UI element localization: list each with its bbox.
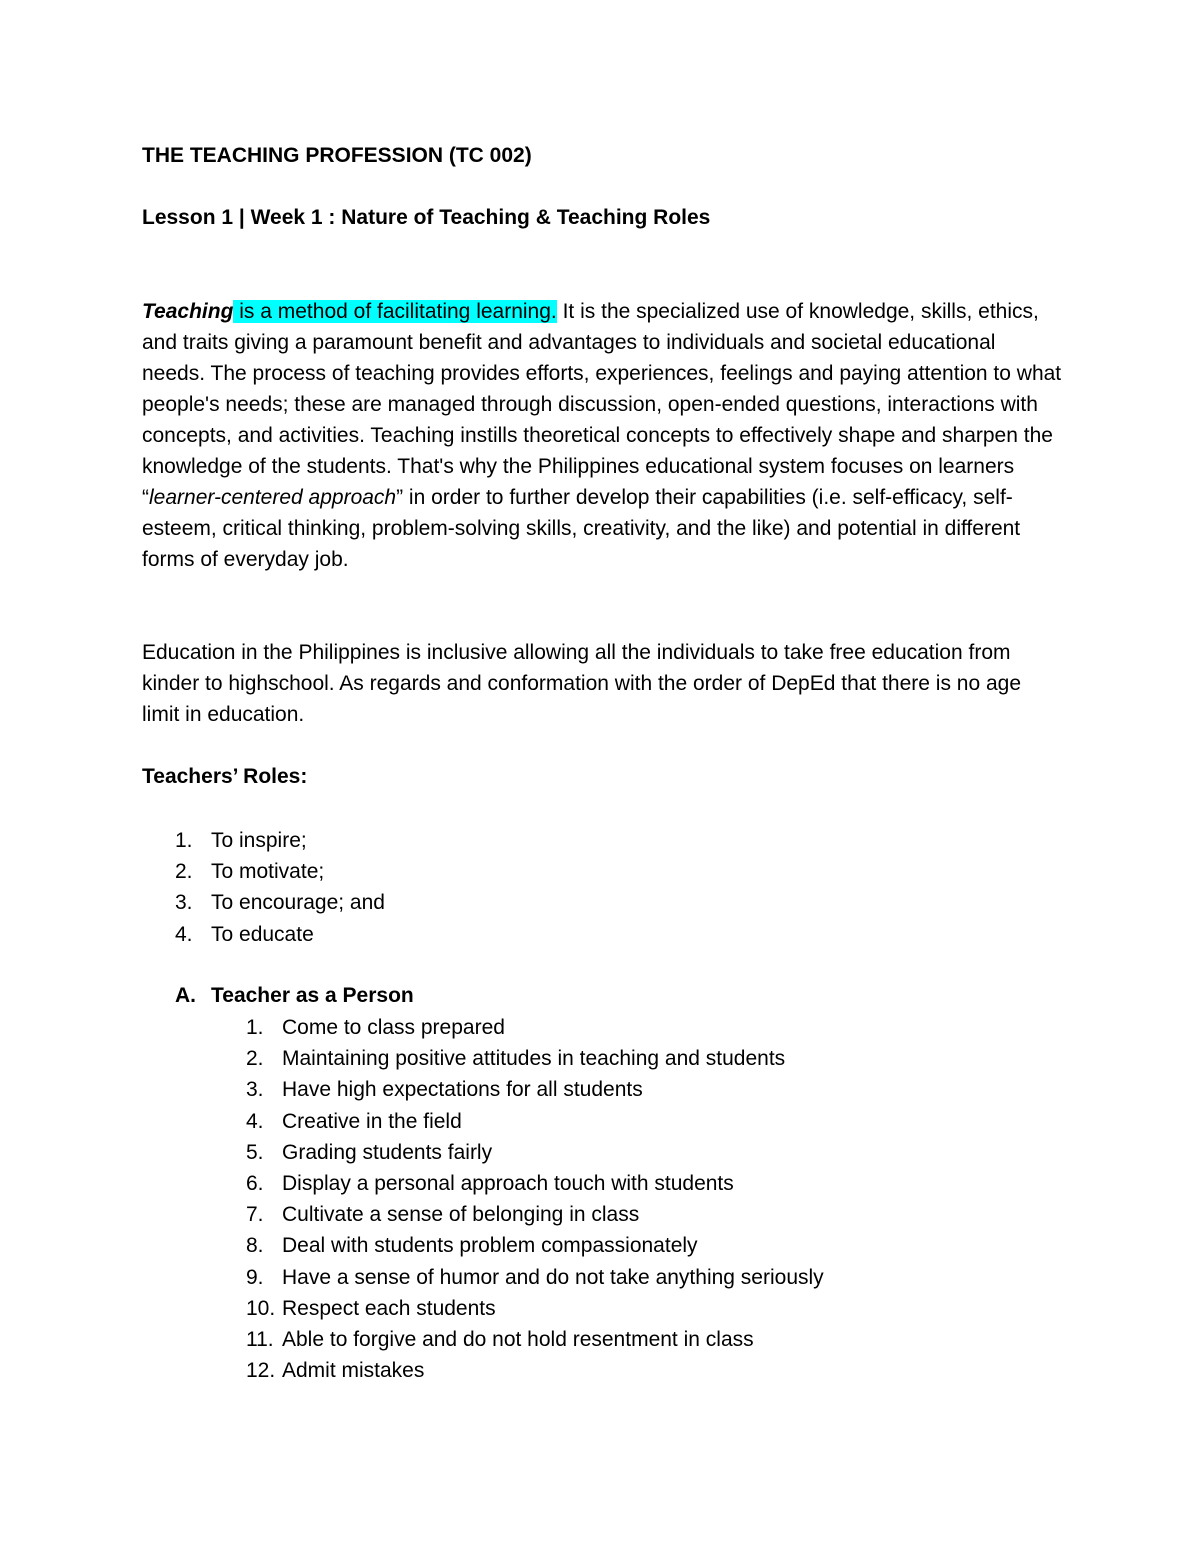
- teachers-roles-list: [142, 825, 385, 950]
- list-item: [246, 1262, 824, 1293]
- list-text: Maintaining positive attitudes in teaching and students: [282, 1047, 786, 1071]
- list-text: Deal with students problem compassionately: [282, 1234, 698, 1258]
- list-text: To educate: [211, 922, 314, 946]
- list-number: 3.: [246, 1078, 264, 1102]
- teacher-as-person-list: [246, 1012, 824, 1386]
- list-number: 1.: [246, 1016, 264, 1039]
- list-item: [246, 1355, 824, 1386]
- list-number: 6.: [246, 1172, 264, 1196]
- list-number: 10.: [246, 1296, 276, 1320]
- list-number: 4.: [175, 922, 193, 946]
- list-item: [246, 1137, 824, 1168]
- list-number: 12.: [246, 1359, 276, 1383]
- list-item: [246, 1012, 824, 1043]
- paragraph-text-part1: It is the specialized use of knowledge, skills, ethics, and traits giving a paramount benefit and advantages to individuals and societal educational needs. The process of teaching provides efforts, experiences, feelings and paying attention to what people's needs; these are managed through discussion, open-ended questions, interactions with concepts, and activities. Teaching instills theoretical concepts to effectively shape and sharpen the knowledge of the students. That's why the Philippines educational system focuses on learners “: [142, 300, 1062, 509]
- highlighted-definition: is a method of facilitating learning.: [233, 300, 557, 323]
- list-number: 3.: [175, 891, 193, 915]
- list-text: Admit mistakes: [282, 1359, 425, 1383]
- section-letter: A.: [175, 984, 196, 1007]
- teaching-definition-paragraph: [142, 296, 1062, 575]
- list-text: To inspire;: [211, 829, 307, 852]
- list-item: [142, 825, 385, 856]
- list-number: 11.: [246, 1328, 274, 1352]
- list-text: Display a personal approach touch with students: [282, 1172, 734, 1196]
- list-number: 9.: [246, 1265, 264, 1289]
- list-text: Able to forgive and do not hold resentment in class: [282, 1328, 754, 1352]
- list-item: [246, 1168, 824, 1199]
- list-text: Come to class prepared: [282, 1016, 505, 1039]
- paragraph-text-part2: ” in order to further develop their capabilities (i.e. self-efficacy, self-esteem, critical thinking, problem-solving skills, creativity, and the like) and potential in different forms of everyday job.: [142, 486, 1021, 571]
- learner-centered-approach: learner-centered approach: [149, 486, 397, 509]
- list-text: To motivate;: [211, 860, 325, 884]
- list-number: 2.: [246, 1047, 264, 1071]
- education-paragraph: Education in the Philippines is inclusive allowing all the individuals to take free education from kinder to highschool. As regards and conformation with the order of DepEd that there is no age limit in education.: [142, 641, 1022, 726]
- list-text: Have a sense of humor and do not take anything seriously: [282, 1265, 824, 1289]
- list-item: [246, 1293, 824, 1324]
- list-item: [246, 1043, 824, 1074]
- list-number: 2.: [175, 860, 193, 884]
- list-item: [246, 1324, 824, 1355]
- list-item: [246, 1199, 824, 1230]
- list-number: 1.: [175, 829, 193, 852]
- list-item: [142, 919, 385, 950]
- list-item: [246, 1074, 824, 1105]
- list-item: [246, 1106, 824, 1137]
- list-text: Grading students fairly: [282, 1140, 493, 1164]
- list-text: To encourage; and: [211, 891, 385, 915]
- document-title: THE TEACHING PROFESSION (TC 002): [142, 144, 532, 167]
- list-number: 5.: [246, 1140, 264, 1164]
- teaching-term: Teaching: [142, 300, 234, 323]
- list-number: 8.: [246, 1234, 264, 1258]
- list-text: Have high expectations for all students: [282, 1078, 643, 1102]
- teachers-roles-heading: Teachers’ Roles:: [142, 765, 308, 788]
- list-item: [142, 856, 385, 887]
- list-item: [246, 1230, 824, 1261]
- list-text: Cultivate a sense of belonging in class: [282, 1203, 640, 1227]
- list-number: 4.: [246, 1109, 264, 1133]
- list-number: 7.: [246, 1203, 264, 1227]
- section-title: Teacher as a Person: [211, 984, 414, 1007]
- list-item: [142, 887, 385, 918]
- list-text: Creative in the field: [282, 1109, 462, 1133]
- lesson-title: Lesson 1 | Week 1 : Nature of Teaching & Teaching Roles: [142, 206, 711, 229]
- teacher-as-person-heading: [175, 982, 414, 1010]
- list-text: Respect each students: [282, 1296, 496, 1320]
